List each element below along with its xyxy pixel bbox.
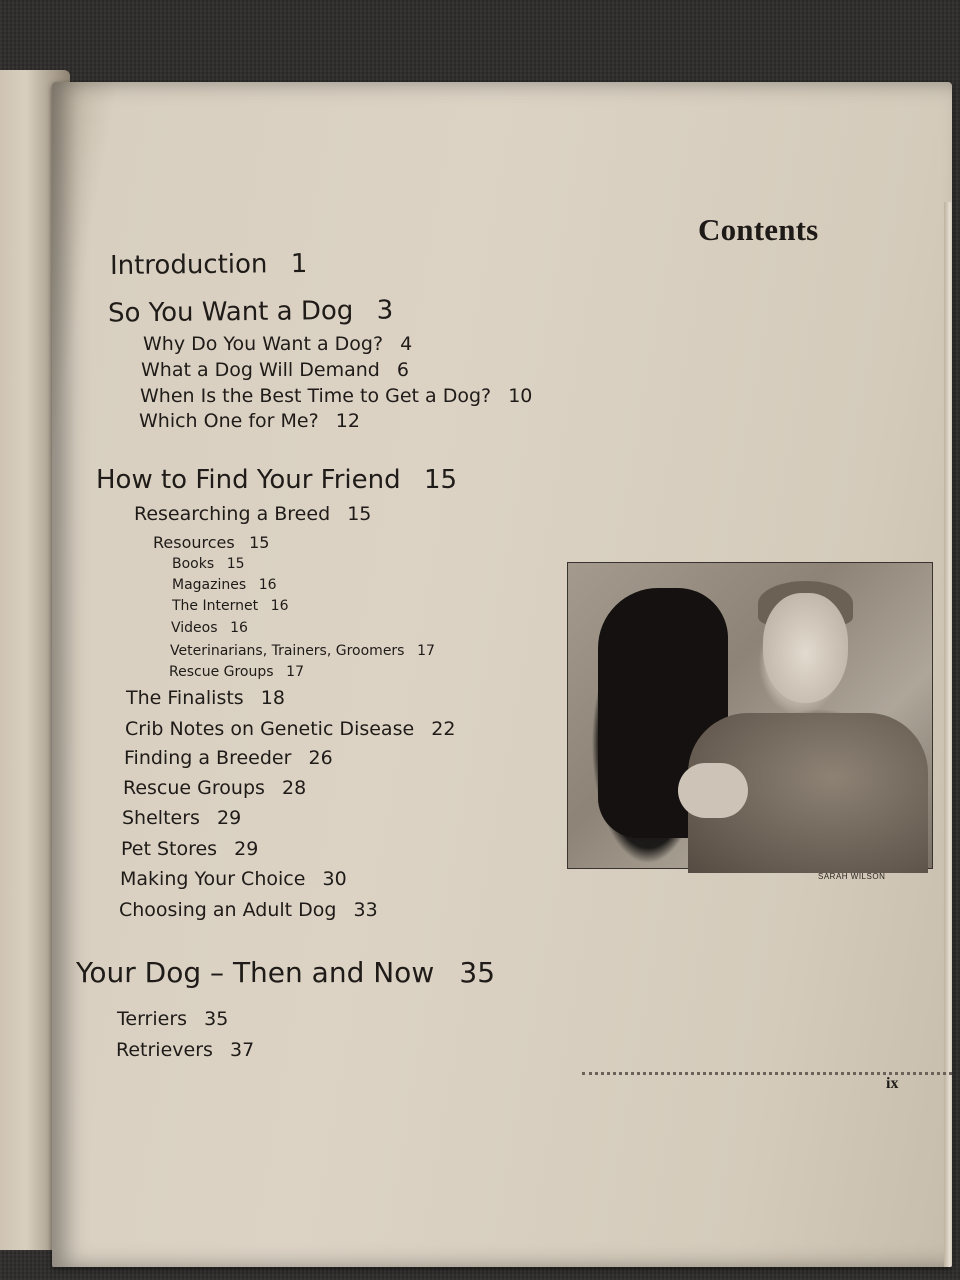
contents-heading: Contents [698, 212, 819, 247]
toc-page: 16 [270, 598, 289, 614]
toc-entry[interactable] [122, 807, 241, 829]
toc-page: 35 [204, 1008, 229, 1030]
toc-entry[interactable] [123, 777, 306, 799]
person-face [763, 593, 848, 703]
toc-title: Researching a Breed [134, 503, 331, 525]
toc-entry[interactable] [170, 643, 435, 659]
toc-title: Which One for Me? [139, 410, 319, 432]
toc-page: 17 [286, 664, 304, 680]
toc-title: Crib Notes on Genetic Disease [125, 718, 415, 740]
toc-title: When Is the Best Time to Get a Dog? [140, 385, 492, 407]
toc-entry[interactable] [169, 664, 304, 680]
page-number: ix [886, 1075, 899, 1092]
toc-entry[interactable] [139, 410, 360, 432]
toc-entry[interactable] [121, 838, 258, 860]
toc-title: Your Dog – Then and Now [76, 956, 435, 989]
toc-page: 37 [230, 1039, 255, 1061]
toc-title: Introduction [109, 249, 268, 282]
photo-credit: SARAH WILSON [818, 872, 886, 881]
toc-page: 15 [249, 533, 270, 552]
toc-entry[interactable] [143, 333, 412, 355]
toc-title: Pet Stores [121, 838, 218, 860]
toc-title: Resources [153, 533, 235, 552]
toc-page: 12 [335, 410, 360, 432]
toc-entry[interactable] [124, 747, 333, 769]
toc-title: Retrievers [116, 1039, 213, 1061]
toc-page: 17 [417, 643, 435, 659]
toc-page: 26 [308, 747, 333, 769]
toc-entry[interactable] [153, 533, 269, 552]
toc-title: Choosing an Adult Dog [119, 899, 337, 921]
toc-page: 15 [424, 465, 458, 495]
toc-title: Magazines [172, 577, 247, 593]
toc-title: Veterinarians, Trainers, Groomers [170, 643, 405, 659]
toc-entry[interactable] [110, 249, 308, 281]
author-photo [567, 562, 933, 869]
toc-entry[interactable] [141, 359, 409, 381]
toc-page: 10 [508, 385, 533, 407]
toc-title: Shelters [122, 807, 200, 829]
toc-page: 35 [459, 956, 496, 989]
toc-title: How to Find Your Friend [96, 465, 401, 495]
toc-entry[interactable] [116, 1039, 254, 1061]
toc-title: Making Your Choice [120, 868, 306, 890]
toc-page: 15 [226, 556, 245, 572]
toc-title: The Finalists [126, 687, 244, 709]
page-stack-edge [944, 202, 952, 1267]
toc-entry[interactable] [140, 385, 532, 407]
toc-page: 29 [217, 807, 242, 829]
toc-title: The Internet [172, 598, 259, 614]
toc-page: 4 [400, 333, 413, 355]
toc-page: 18 [260, 687, 285, 709]
toc-entry[interactable] [172, 598, 289, 614]
toc-page: 22 [431, 718, 456, 740]
toc-entry[interactable] [172, 556, 245, 572]
toc-entry[interactable] [117, 1008, 228, 1030]
toc-title: Finding a Breeder [124, 747, 292, 769]
toc-title: So You Want a Dog [107, 295, 354, 329]
toc-title: Books [172, 556, 215, 572]
book-page [52, 82, 952, 1267]
toc-page: 15 [347, 503, 372, 525]
toc-title: Why Do You Want a Dog? [143, 333, 384, 355]
toc-page: 1 [290, 248, 308, 280]
toc-title: Rescue Groups [123, 777, 265, 799]
toc-title: Videos [171, 620, 218, 636]
toc-page: 16 [258, 577, 277, 593]
toc-page: 33 [353, 899, 378, 921]
toc-page: 30 [322, 868, 347, 890]
toc-entry[interactable] [126, 687, 285, 709]
person-hand [678, 763, 748, 818]
toc-page: 3 [376, 295, 394, 326]
toc-entry[interactable] [134, 503, 371, 525]
toc-entry[interactable] [108, 296, 394, 329]
toc-title: Terriers [117, 1008, 188, 1030]
toc-entry[interactable] [96, 465, 457, 495]
toc-entry[interactable] [76, 956, 495, 989]
toc-title: What a Dog Will Demand [141, 359, 380, 381]
toc-entry[interactable] [119, 899, 378, 921]
toc-title: Rescue Groups [169, 664, 274, 680]
toc-entry[interactable] [120, 868, 347, 890]
toc-entry[interactable] [125, 718, 455, 740]
toc-entry[interactable] [171, 620, 248, 636]
toc-entry[interactable] [172, 577, 277, 593]
toc-page: 16 [230, 620, 248, 636]
toc-page: 6 [396, 359, 410, 381]
toc-page: 29 [234, 838, 259, 860]
toc-page: 28 [282, 777, 307, 799]
